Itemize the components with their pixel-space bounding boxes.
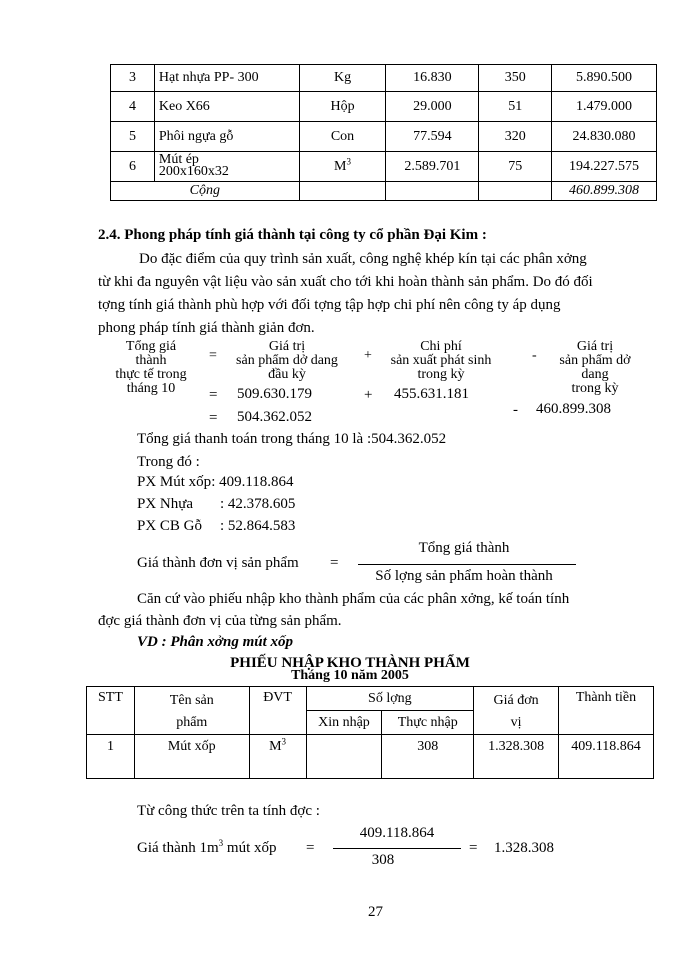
page-number: 27: [368, 904, 383, 920]
formula-lhs: Tổng giá thành thực tế trong tháng 10: [115, 339, 187, 396]
unit-formula-eq: =: [330, 555, 339, 571]
receipt-title: PHIẾU NHẬP KHO THÀNH PHẨM: [230, 655, 470, 671]
receipt-subtitle: Tháng 10 năm 2005: [291, 668, 409, 683]
fraction-line: [333, 848, 461, 849]
calc-label: Giá thành $1m^3$ mút xốp: [137, 838, 277, 856]
formula-term2: Chi phí sản xuất phát sinh trong kỳ: [390, 339, 492, 382]
table-header-row: Xin nhập Thực nhập: [87, 711, 654, 735]
formula-minus: -: [532, 348, 537, 363]
receipt-table: [86, 686, 654, 779]
summary-item: PX Nhựa : 42.378.605: [137, 496, 296, 512]
paragraph-line: phong pháp tính giá thành giản đơn.: [98, 320, 315, 336]
formula-eq: =: [209, 410, 218, 426]
total-payment-line: Tổng giá thanh toán trong tháng 10 là :504.362.052: [137, 431, 447, 447]
table-header-row: STT Tên sản phẩm ĐVT Số lợng Giá đơn vị Thành tiền: [87, 687, 654, 711]
table-row: 6 Mút ép 200x160x32 $M^3$ 2.589.701 75 194.227.575: [111, 152, 657, 182]
summary-item: PX CB Gỗ : 52.864.583: [137, 518, 296, 534]
formula-eq: =: [209, 387, 218, 403]
total-amount: 460.899.308: [552, 182, 657, 201]
fraction-line: [358, 564, 576, 565]
paragraph-line: từ khi đa nguyên vật liệu vào sản xuất cho tới khi hoàn thành sản phẩm. Do đó đối: [98, 274, 593, 290]
table-row: 1 Mút xốp $M^3$ 308 1.328.308 409.118.864: [87, 735, 654, 779]
calc-result: 1.328.308: [494, 840, 554, 856]
calc-denominator: 308: [371, 852, 395, 868]
formula-value-3: 460.899.308: [536, 401, 611, 417]
formula-value-2: 455.631.181: [394, 386, 469, 402]
unit-formula-denominator: Số lợng sản phẩm hoàn thành: [375, 568, 553, 584]
calc-eq: =: [469, 840, 478, 856]
formula-eq: =: [209, 348, 217, 363]
formula-plus: +: [364, 387, 373, 403]
calc-numerator: 409.118.864: [359, 825, 435, 841]
total-label: Cộng: [111, 182, 300, 201]
basis-line: đợc giá thành đơn vị của từng sản phẩm.: [98, 613, 342, 629]
summary-intro: Trong đó :: [137, 454, 200, 470]
table-row: 5 Phôi ngựa gỗ Con 77.594 320 24.830.080: [111, 122, 657, 152]
formula-term3: Giá trị sản phẩm dở dang trong kỳ: [559, 339, 631, 396]
formula-plus: +: [364, 348, 372, 363]
unit-formula-numerator: Tổng giá thành: [418, 540, 510, 556]
example-label: VD : Phân xởng mút xốp: [137, 634, 293, 650]
formula-result: 504.362.052: [237, 409, 312, 425]
formula-term1: Giá trị sản phẩm dở dang đầu kỳ: [236, 339, 338, 382]
formula-value-1: 509.630.179: [237, 386, 312, 402]
table-total-row: [111, 182, 657, 201]
table-row: 4 Keo X66 Hộp 29.000 51 1.479.000: [111, 92, 657, 122]
unit-formula-label: Giá thành đơn vị sản phẩm: [137, 555, 299, 571]
summary-item: PX Mút xốp: 409.118.864: [137, 474, 294, 490]
basis-line: Căn cứ vào phiếu nhập kho thành phẩm của các phân xởng, kế toán tính: [137, 591, 570, 607]
paragraph-line: Do đặc điểm của quy trình sản xuất, công nghệ khép kín tại các phân xởng: [139, 251, 587, 267]
section-heading: 2.4. Phong pháp tính giá thành tại công ty cổ phần Đại Kim :: [98, 227, 487, 243]
table-row: 3 Hạt nhựa PP- 300 Kg 16.830 350 5.890.500: [111, 65, 657, 92]
paragraph-line: tợng tính giá thành phù hợp với đối tợng tập hợp chi phí nên công ty áp dụng: [98, 297, 561, 313]
calc-intro: Từ công thức trên ta tính đợc :: [137, 803, 320, 819]
formula-minus: -: [513, 402, 518, 418]
material-table: [110, 64, 657, 201]
calc-eq: =: [306, 840, 315, 856]
